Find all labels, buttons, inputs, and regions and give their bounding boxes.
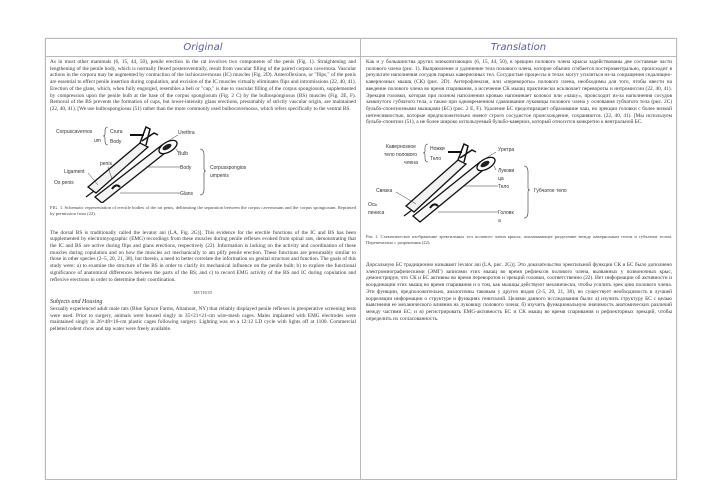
svg-text:um: um bbox=[94, 137, 101, 144]
translation-column bbox=[366, 59, 672, 322]
translation-figure bbox=[366, 136, 672, 246]
original-paragraph-1: As in most other mammals (6, 15, 44, 50), penile erection in the rat involves two components of the penis (Fig. 1). Straightening and lengthening of the penile body, which is normally flexed posteroventrally, result from vascular filling of the paired corpora cavernosa. Vascular actions in the corpora may be augmented by contraction of the ischiocavernosus (IC) muscles (Fig. 2D). Anteroflexions, or "flips," of the penis are essential to effect penile insertion during copulation, and excision of the IC muscles virtually eliminates flips and intromissions (22, 40, 41). Erection of the glans, which, when fully engorged, resembles a bell or "cup," is due to vascular filling of the corpus spongiosum, supplemented by compression upon the penile bulb at the base of the corpus spongiosum (Fig. 2 C) by the bulbospongiosus (BS) muscles (Fig. 2E, F). Removal of the BS prevents the formation of cups, but lower-intensity glans erections, presumably of strictly vascular origin, are maintained (22, 40, 41). [We use bulbospongiosus (51) rather than the more commonly used bulbocavernosus, which refers specifically to the ventral BS. bbox=[50, 59, 356, 112]
label-penis: penis bbox=[100, 160, 112, 167]
label-glans-ru: Головк bbox=[498, 210, 514, 217]
method-heading: METHOD bbox=[193, 290, 213, 296]
label-cavernous-body: Кавернозное bbox=[386, 144, 416, 151]
label-crura: Crura bbox=[110, 128, 123, 135]
original-paragraph-2: The dorsal BS is traditionally called the levator ani (LA, Fig. 2G)]. This evidence for the erectile functions of the IC and BS has been supplemented by electromyographic (EMG) recordings from these muscles during penile reflexes evoked from spinal rats, demonstrating that the IC and BS are active during flips and glans erections, respectively (22). Information is lacking on the activity and coordination of these muscles during copulation and on how the muscles act mechanically to am plify penile erection. These functions are presumably similar to those in other species (2–5, 20, 21, 38), but therein, a need to better correlate the information on genital structure and function. The goals of this study were: a) to examine the structure of the BS in order to clarify its mechanical influence on the penile bulb; b) to explore the functional significance of anatomical differences between the parts of the BS; and c) to record EMG activity of the BS and IC during copulation and reflexive erections in order to determine their coordination. bbox=[50, 229, 356, 283]
comparison-table bbox=[45, 38, 677, 480]
translation-paragraph-1: Как и у большинства других млекопитающих (6, 15, 44, 50), в эрекции полового члена крысы задействованы две составные части полового члена (рис. 1). Выпрямление и удлинение тела полового члена, которое обычно сгибается постеровентрально, происходит в результате наполнения сосудов парных кавернозных тел. Сосудистые процессы в телах могут усилиться из-за сокращения седалищно-кавернозных мышц (СК) (рис. 2D). Антерофлексия, или «перевороты» полового члена, необходимы для того, чтобы ввести на введение полового члена во время спаривания, а иссечение СК мышц практически исключает перевороты и интромиссии (22, 40, 41). Эрекция головки, которая при полном наполнении кровью напоминает колокол или «чашу», происходит из-за наполнения сосудов замкнутого губчатого тела, а также при одновременном сдавливании луковицы полового члена у основания губчатого тела (рис. 2C) бульбо-спонгиозными мышцами (БС) (рис. 2 E, F). Удаление БС предотвращает образование чаш, но эрекции головки с более низкой интенсивностью, которые предположительно имеют строго сосудистое происхождение, сохраняются. (22, 40, 41). [Мы используем бульбо-спонгиоз (51), а не более широко используемый бульбо-кавернoз, который относится конкретно к вентральной БС. bbox=[366, 59, 672, 126]
label-glans: Glans bbox=[180, 190, 194, 197]
label-spongy-body: Губчатое тело bbox=[534, 188, 567, 195]
label-corpus-cavernosum: Corpuscavernos bbox=[56, 128, 93, 135]
translation-paragraph-2: Дорсальную БС традиционно называют levator ani (LA, рис. 2G)]. Это доказательство эректильной функции СК и БС было дополнено электромиографическими (ЭМГ) записями этих мышц во время рефлексов полового члена, вызванных у позвоночных крыс, демонстрируя, что СК и БС активны во время переворотов и эрекций головки, соответственно (22). Нет информации об активности и координации этих мышц во время спаривания и о том, как мышцы действуют механически, чтобы усилить эрек цию полового члена. Эти функции, предположительно, аналогичны таковым у других видов (2-5, 20, 21, 38), но существует необходимость в лучшей корреляции информации о структуре и функциях гениталий. Целями данного исследования были: а) изучить структуру БС с целью выяснения ее механического влияния на луковицу полового члена; б) изучить функциональную значимость анатомических различий между частями БС; и в) регистрировать EMG-активность БС и СК мышц во время спаривания и рефлекторных эрекций, чтобы определить их согласованность. bbox=[366, 262, 672, 322]
label-bulb: Bulb bbox=[178, 150, 189, 157]
label-body-top: Body bbox=[110, 138, 122, 145]
table-header-row bbox=[46, 39, 676, 57]
original-figure-caption: FIG. 1. Schematic representation of erectile bodies of the rat penis, delineating the separation between the corpus cavernosum and the corpus spongiosum. Reprinted by permission from (22). bbox=[50, 204, 356, 216]
label-crura-ru: Ножки bbox=[430, 146, 445, 153]
svg-text:тело полового: тело полового bbox=[384, 152, 418, 159]
svg-text:члена: члена bbox=[404, 160, 418, 167]
original-column bbox=[50, 59, 356, 333]
label-os-penis: Os penis bbox=[54, 179, 74, 186]
translation-column-header: Translation bbox=[490, 42, 547, 53]
svg-text:ца: ца bbox=[498, 176, 504, 183]
original-paragraph-3: Sexually experienced adult male rats (Blue Spruce Farms, Altamont, NY) that reliably displayed penile reflexes in preoperative screening tests were used. Prior to surgery, animals were housed singly in 35×21×21-cm wire-mesh cages. Males implanted with EMG electrodes were maintained singly in 26×48×16-cm plastic cages following surgery. Lighting was on a 12:12 LD cycle with lights off at 1100. Commercial pelleted rodent chow and tap water were freely available. bbox=[50, 305, 356, 333]
label-body-ru: Тело bbox=[498, 184, 510, 191]
label-ligament-ru: Связка bbox=[376, 188, 393, 195]
label-body: Body bbox=[180, 164, 192, 171]
label-ligament: Ligament bbox=[64, 168, 85, 175]
svg-text:а: а bbox=[498, 218, 501, 225]
label-bulb-ru: Лукови bbox=[498, 168, 515, 175]
label-corpus-spongiosum: Corpusspongios bbox=[210, 164, 247, 171]
penis-anatomy-diagram-translated bbox=[366, 136, 596, 232]
original-column-header: Original bbox=[46, 39, 361, 56]
label-urethra-ru: Уретра bbox=[498, 147, 515, 154]
subjects-housing-subheading: Subjects and Housing bbox=[50, 298, 103, 305]
label-os-penis-ru: Ось bbox=[368, 202, 377, 209]
original-figure bbox=[50, 121, 356, 217]
label-urethra: Urethra bbox=[178, 129, 195, 136]
column-divider bbox=[360, 39, 361, 479]
svg-text:umpenis: umpenis bbox=[210, 172, 229, 179]
penis-anatomy-diagram bbox=[50, 121, 280, 203]
svg-text:пениса: пениса bbox=[368, 210, 385, 217]
translation-figure-caption: Рис 1. Схематическое изображение эректильных тел полового члена крысы, показывающее разделение между кавернозным телом и губчатым телом. Перепечатано с разрешения (22). bbox=[366, 234, 672, 246]
label-body-top-ru: Тело bbox=[430, 156, 442, 163]
